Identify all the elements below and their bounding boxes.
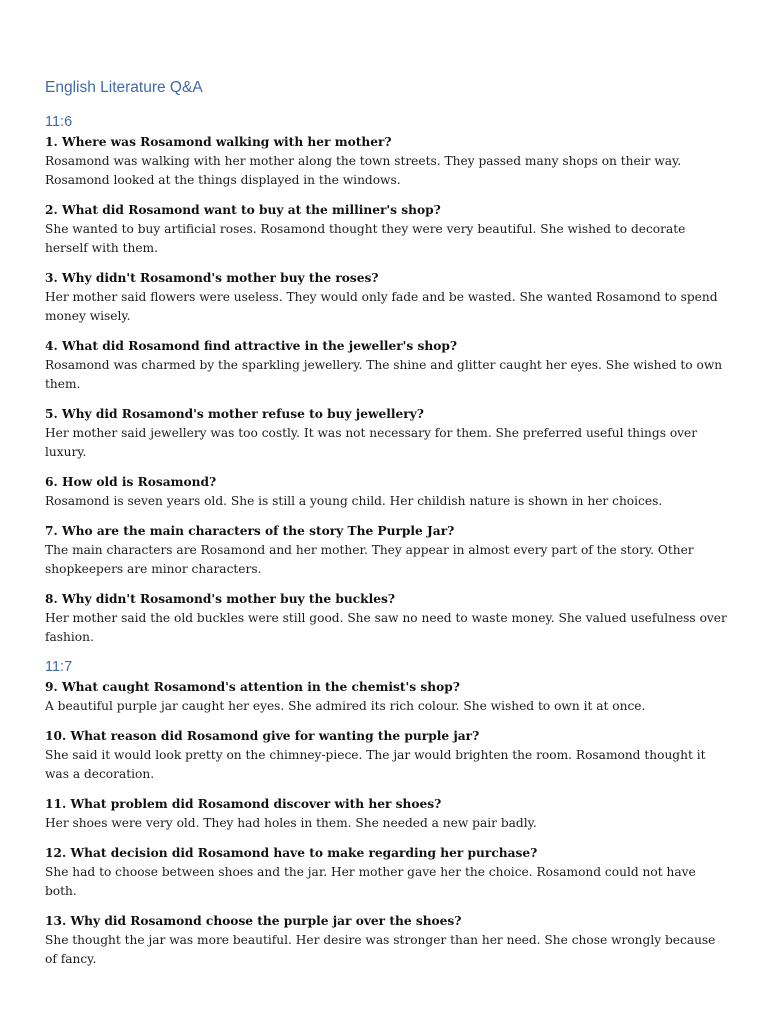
answer-text: She had to choose between shoes and the jar. Her mother gave her the choice. Rosamond could not have both. <box>45 865 696 898</box>
answer-text: A beautiful purple jar caught her eyes. She admired its rich colour. She wished to own it at once. <box>45 699 646 713</box>
question-text: 8. Why didn't Rosamond's mother buy the buckles? <box>45 592 395 606</box>
answer-text: Her mother said jewellery was too costly. It was not necessary for them. She preferred useful things over luxury. <box>45 426 698 459</box>
question-text: 9. What caught Rosamond's attention in the chemist's shop? <box>45 680 460 694</box>
section <box>45 658 730 969</box>
document-page <box>45 78 730 980</box>
answer-text: She wanted to buy artificial roses. Rosamond thought they were very beautiful. She wished to decorate herself with them. <box>45 222 686 255</box>
qa-item <box>45 727 730 784</box>
question-text: 1. Where was Rosamond walking with her mother? <box>45 135 392 149</box>
qa-item <box>45 473 730 511</box>
question-text: 13. Why did Rosamond choose the purple jar over the shoes? <box>45 914 462 928</box>
qa-item <box>45 844 730 901</box>
qa-item <box>45 678 730 716</box>
section-heading: 11:6 <box>45 114 73 130</box>
answer-text: She said it would look pretty on the chimney-piece. The jar would brighten the room. Rosamond thought it was a decoration. <box>45 748 706 781</box>
question-text: 10. What reason did Rosamond give for wanting the purple jar? <box>45 729 480 743</box>
question-text: 12. What decision did Rosamond have to make regarding her purchase? <box>45 846 538 860</box>
answer-text: Rosamond was walking with her mother along the town streets. They passed many shops on their way. Rosamond looked at the things displayed in the windows. <box>45 154 682 187</box>
section <box>45 113 730 647</box>
answer-text: Her mother said the old buckles were still good. She saw no need to waste money. She valued usefulness over fashion. <box>45 611 727 644</box>
qa-item <box>45 405 730 462</box>
answer-text: She thought the jar was more beautiful. Her desire was stronger than her need. She chose wrongly because of fancy. <box>45 933 716 966</box>
question-text: 7. Who are the main characters of the story The Purple Jar? <box>45 524 455 538</box>
qa-item <box>45 269 730 326</box>
qa-item <box>45 912 730 969</box>
qa-item <box>45 590 730 647</box>
answer-text: Rosamond is seven years old. She is still a young child. Her childish nature is shown in her choices. <box>45 494 663 508</box>
answer-text: Her mother said flowers were useless. They would only fade and be wasted. She wanted Rosamond to spend money wisely. <box>45 290 718 323</box>
answer-text: The main characters are Rosamond and her mother. They appear in almost every part of the story. Other shopkeepers are minor characters. <box>45 543 694 576</box>
qa-item <box>45 337 730 394</box>
question-text: 5. Why did Rosamond's mother refuse to buy jewellery? <box>45 407 424 421</box>
answer-text: Rosamond was charmed by the sparkling jewellery. The shine and glitter caught her eyes. She wished to own them. <box>45 358 723 391</box>
question-text: 3. Why didn't Rosamond's mother buy the roses? <box>45 271 379 285</box>
answer-text: Her shoes were very old. They had holes in them. She needed a new pair badly. <box>45 816 537 830</box>
qa-item <box>45 133 730 190</box>
qa-item <box>45 201 730 258</box>
document-title: English Literature Q&A <box>45 79 203 96</box>
question-text: 11. What problem did Rosamond discover with her shoes? <box>45 797 442 811</box>
question-text: 4. What did Rosamond find attractive in the jeweller's shop? <box>45 339 458 353</box>
qa-item <box>45 522 730 579</box>
question-text: 2. What did Rosamond want to buy at the milliner's shop? <box>45 203 441 217</box>
section-heading: 11:7 <box>45 659 73 675</box>
sections-container <box>45 113 730 969</box>
question-text: 6. How old is Rosamond? <box>45 475 217 489</box>
qa-item <box>45 795 730 833</box>
